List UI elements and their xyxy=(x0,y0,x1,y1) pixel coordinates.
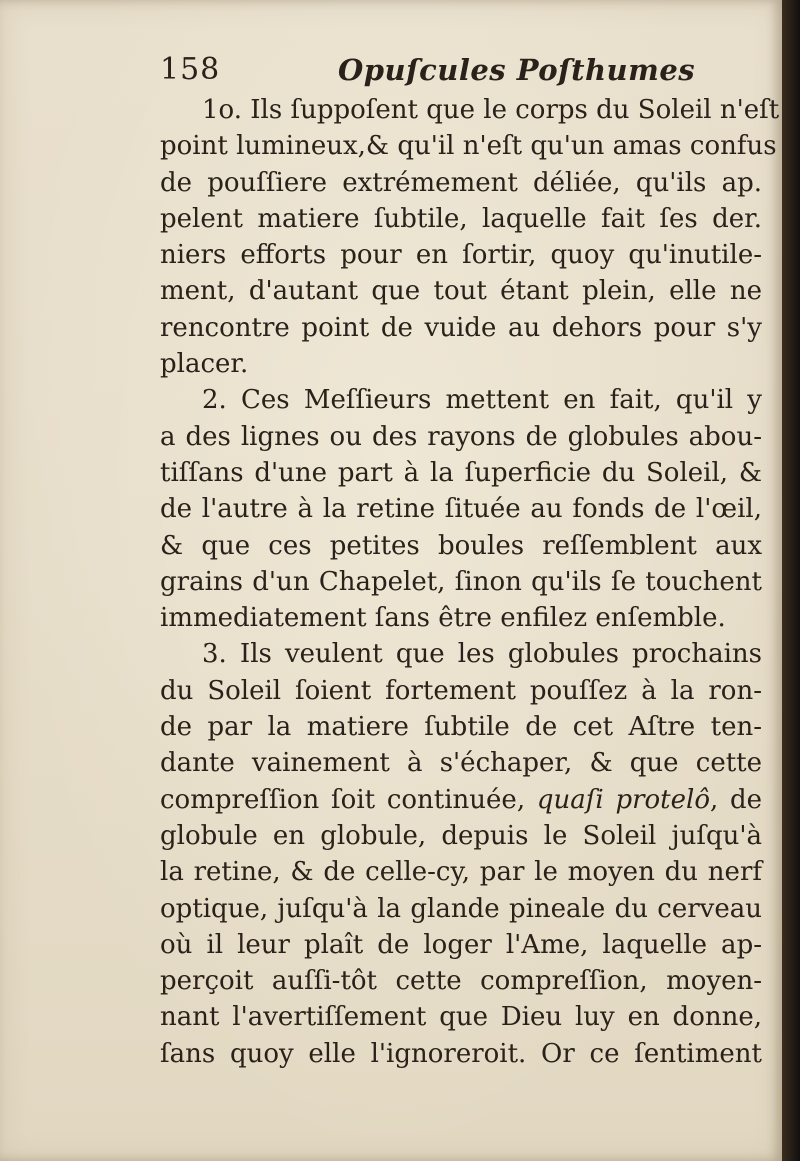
text-line: où il leur plaît de loger l'Ame, laquelle ap- xyxy=(160,929,762,960)
text-line: point lumineux,& qu'il n'eſt qu'un amas confus xyxy=(160,131,777,162)
text-line: placer. xyxy=(160,349,249,380)
text-line: de pouſſiere extrémement déliée, qu'ils ap. xyxy=(160,167,762,198)
page-number: 158 xyxy=(160,52,221,87)
text-line: ſans quoy elle l'ignoreroit. Or ce ſentiment xyxy=(160,1038,762,1069)
text-line: globule en globule, depuis le Soleil juſqu'à xyxy=(160,820,762,851)
paragraph-1 xyxy=(160,92,780,382)
text-line: optique, juſqu'à la glande pineale du cerveau xyxy=(160,893,762,924)
page-text xyxy=(160,48,780,1072)
text-line: perçoit auſſi-tôt cette compreſſion, moyen- xyxy=(160,966,762,997)
page-header xyxy=(160,48,762,92)
text-line: de l'autre à la retine ſituée au fonds de l'œil, xyxy=(160,494,762,525)
text-segment: compreſſion ſoit continuée, xyxy=(160,784,526,815)
paragraph-3 xyxy=(160,636,762,1072)
text-line-with-italic xyxy=(160,782,762,818)
text-line: grains d'un Chapelet, ſinon qu'ils ſe touchent xyxy=(160,566,762,597)
text-line: ment, d'autant que tout étant plein, elle ne xyxy=(160,276,762,307)
text-line: immediatement ſans être enfilez enſemble. xyxy=(160,603,726,634)
text-line: rencontre point de vuide au dehors pour s'y xyxy=(160,312,762,343)
text-line: & que ces petites boules reſſemblent aux xyxy=(160,530,762,561)
text-segment: , de xyxy=(709,784,763,815)
text-line: tiſſans d'une part à la ſuperficie du Soleil, & xyxy=(160,457,762,488)
running-title: Opuſcules Poſthumes xyxy=(338,53,696,87)
text-line: dante vainement à s'échaper, & que cette xyxy=(160,748,762,779)
text-line: la retine, & de celle-cy, par le moyen du nerf xyxy=(160,857,762,888)
book-edge-shadow xyxy=(782,0,800,1161)
text-line: pelent matiere ſubtile, laquelle fait ſes der. xyxy=(160,203,762,234)
text-line: a des lignes ou des rayons de globules abou- xyxy=(160,421,762,452)
text-line: 3. Ils veulent que les globules prochains xyxy=(202,639,762,670)
text-line: du Soleil ſoient fortement pouſſez à la ron- xyxy=(160,675,762,706)
text-line: 1o. Ils ſuppoſent que le corps du Soleil n'eſt xyxy=(202,95,780,125)
text-line: niers efforts pour en ſortir, quoy qu'inutile- xyxy=(160,240,762,271)
text-line: nant l'avertiſſement que Dieu luy en donne, xyxy=(160,1002,762,1033)
paragraph-2 xyxy=(160,382,762,636)
text-line: de par la matiere ſubtile de cet Aſtre ten- xyxy=(160,712,762,743)
text-line: 2. Ces Meſſieurs mettent en fait, qu'il y xyxy=(202,385,762,416)
italic-phrase: quaſi protelô xyxy=(536,784,710,815)
